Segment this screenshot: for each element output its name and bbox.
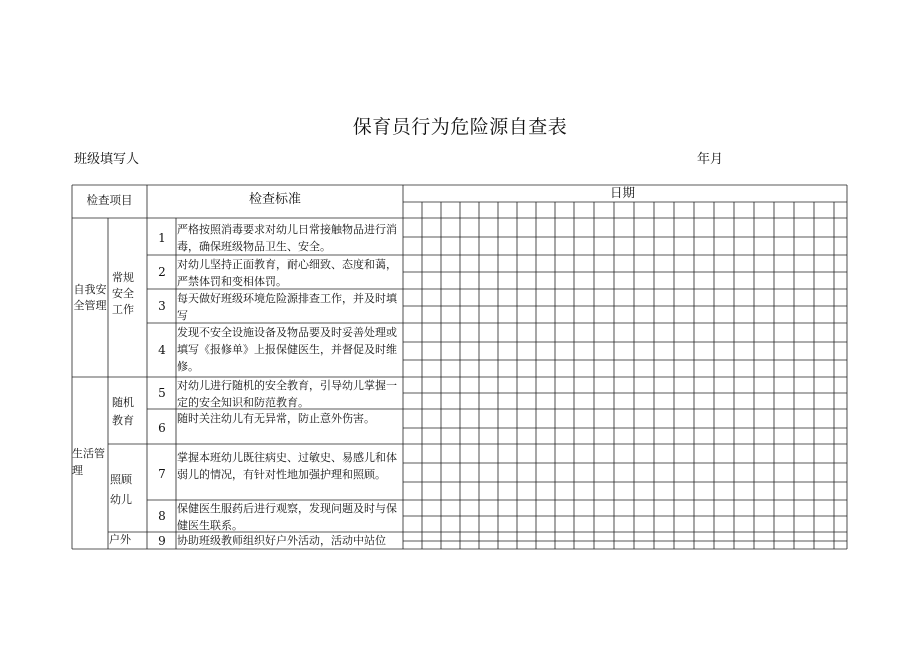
standard-text: 掌握本班幼儿既往病史、过敏史、易感儿和体弱儿的情况，有针对性地加强护理和照顾。 bbox=[177, 451, 397, 481]
row-number: 8 bbox=[158, 509, 166, 523]
header-date: 日期 bbox=[610, 185, 636, 200]
row-number: 7 bbox=[158, 467, 166, 481]
header-check-item: 检查项目 bbox=[86, 193, 133, 207]
standard-text: 协助班级教师组织好户外活动，活动中站位 bbox=[177, 534, 386, 547]
subgroup-random-education: 随机教育 bbox=[112, 396, 134, 427]
row-number: 1 bbox=[158, 231, 166, 245]
standard-text: 对幼儿进行随机的安全教育，引导幼儿掌握一定的安全知识和防范教育。 bbox=[177, 379, 397, 409]
row-number: 6 bbox=[158, 421, 166, 435]
subgroup-routine-safety: 常规安全工作 bbox=[112, 271, 134, 316]
row-number: 2 bbox=[158, 265, 166, 279]
group-self-safety: 自我安全管理 bbox=[73, 283, 107, 312]
year-month-label: 年月 bbox=[697, 152, 724, 167]
standard-text: 保健医生服药后进行观察，发现问题及时与保健医生联系。 bbox=[177, 502, 397, 532]
row-number: 3 bbox=[158, 299, 166, 313]
header-standard: 检查标准 bbox=[248, 192, 301, 207]
class-filler-label: 班级填写人 bbox=[74, 152, 140, 167]
standard-text: 发现不安全设施设备及物品要及时妥善处理或填写《报修单》上报保健医生，并督促及时维修。 bbox=[177, 326, 397, 373]
subgroup-outdoor: 户外 bbox=[109, 533, 131, 546]
standard-text: 对幼儿坚持正面教育，耐心细致、态度和蔼，严禁体罚和变相体罚。 bbox=[177, 258, 397, 288]
standard-text: 每天做好班级环境危险源排查工作，并及时填写 bbox=[177, 292, 397, 322]
row-number: 9 bbox=[158, 533, 166, 548]
row-number: 5 bbox=[158, 386, 166, 400]
group-life-management: 生活管理 bbox=[72, 447, 105, 477]
page-title: 保育员行为危险源自查表 bbox=[352, 116, 568, 138]
standard-text: 严格按照消毒要求对幼儿日常接触物品进行消毒，确保班级物品卫生、安全。 bbox=[177, 223, 397, 253]
standard-text: 随时关注幼儿有无异常，防止意外伤害。 bbox=[177, 412, 375, 425]
subgroup-care-children: 照顾幼儿 bbox=[110, 473, 132, 506]
row-number: 4 bbox=[158, 343, 166, 357]
